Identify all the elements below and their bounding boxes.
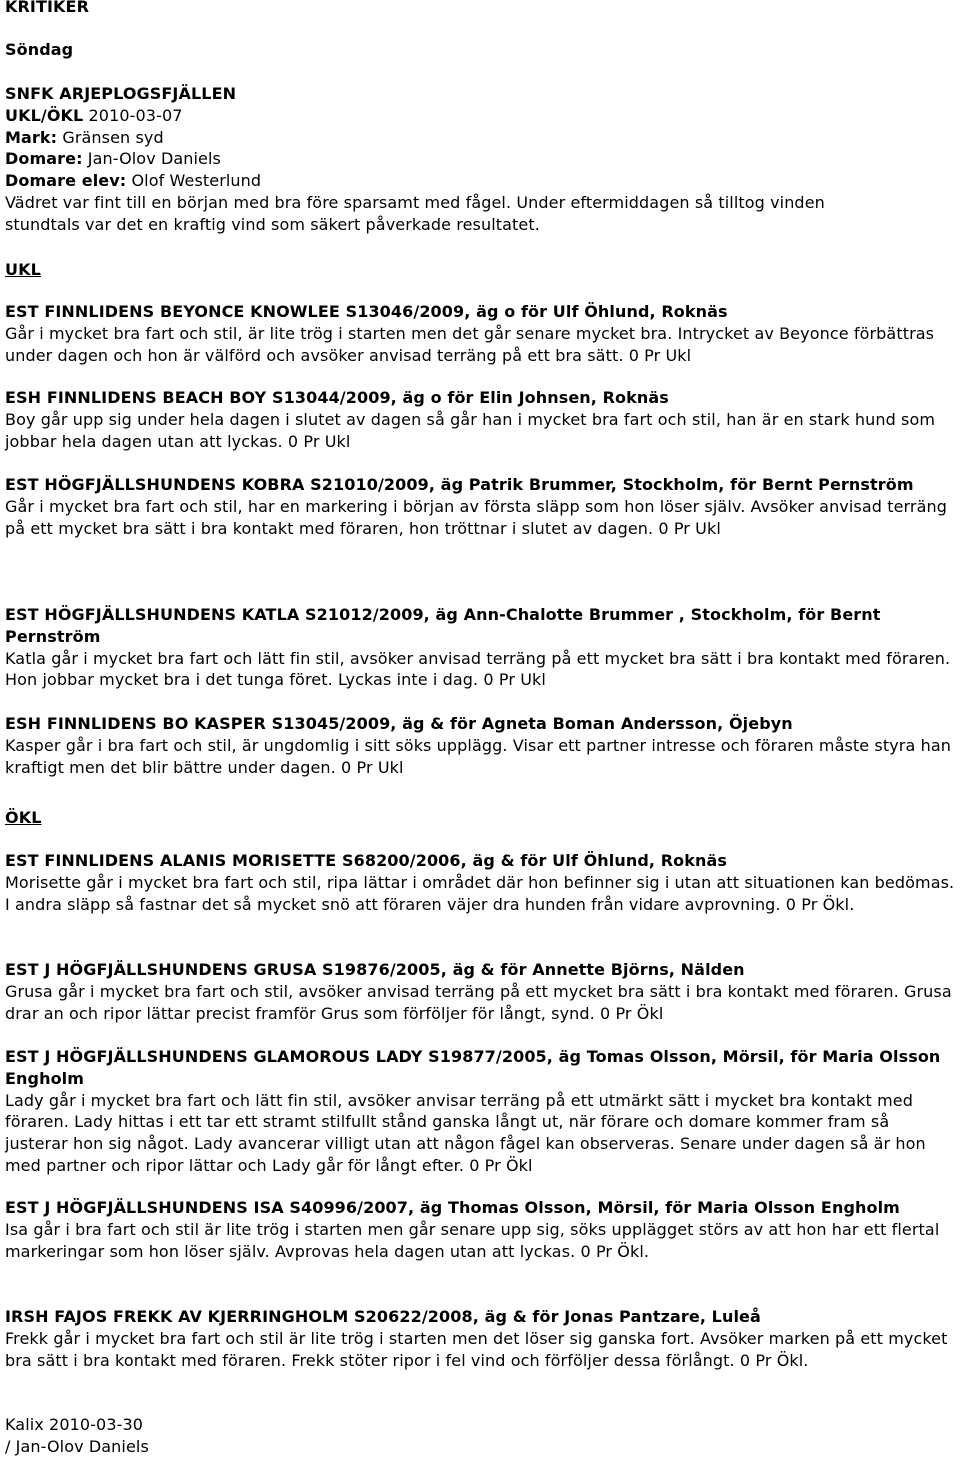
weather-text-2: stundtals var det en kraftig vind som säkert påverkade resultatet. <box>5 214 540 234</box>
ukl-entry <box>5 604 957 691</box>
ukl-entry <box>5 474 957 539</box>
ukl-entry <box>5 387 957 452</box>
critique-text: Boy går upp sig under hela dagen i slutet av dagen så går han i mycket bra fart och stil, han är en stark hund som jobbar hela dagen utan att lyckas. 0 Pr Ukl <box>5 409 936 451</box>
trainee-judge-label: Domare elev: <box>5 171 127 191</box>
signature-place-date: Kalix 2010-03-30 <box>5 1415 144 1434</box>
signature-name: / Jan-Olov Daniels <box>5 1436 149 1456</box>
trial-date: 2010-03-07 <box>88 105 183 125</box>
mark-value: Gränsen syd <box>62 127 164 147</box>
critique-text: Går i mycket bra fart och stil, har en markering i början av första släpp som hon löser själv. Avsöker anvisad terräng på ett mycket bra sätt i bra kontakt med föraren, hon tröttnar i slutet av dagen. 0 Pr Ukl <box>5 496 948 538</box>
critique-text: Går i mycket bra fart och stil, är lite trög i starten men det går senare mycket bra. Intrycket av Beyonce förbättras under dagen och hon är välförd och avsöker anvisad terräng på ett bra sätt. 0 Pr Ukl <box>5 323 935 365</box>
trial-info <box>5 83 955 236</box>
dog-title: EST FINNLIDENS ALANIS MORISETTE S68200/2006, äg & för Ulf Öhlund, Roknäs <box>5 851 727 870</box>
dog-title: EST J HÖGFJÄLLSHUNDENS GLAMOROUS LADY S19877/2005, äg Tomas Olsson, Mörsil, för Maria Olsson Engholm <box>5 1047 941 1088</box>
okl-entry <box>5 1197 957 1262</box>
ukl-section-heading: UKL <box>5 260 41 279</box>
judge-line <box>5 148 955 170</box>
critique-text: Frekk går i mycket bra fart och stil är lite trög i starten men det löser sig ganska fort. Avsöker marken på ett mycket bra sätt i bra kontakt med föraren. Frekk stöter ripor i fel vind och förföljer dessa förlångt. 0 Pr Ökl. <box>5 1328 948 1370</box>
dog-title: EST FINNLIDENS BEYONCE KNOWLEE S13046/2009, äg o för Ulf Öhlund, Roknäs <box>5 302 728 321</box>
dog-title: EST HÖGFJÄLLSHUNDENS KATLA S21012/2009, äg Ann-Chalotte Brummer , Stockholm, för Bernt Pernström <box>5 605 881 646</box>
judge-label: Domare: <box>5 149 83 169</box>
day-heading: Söndag <box>5 40 74 59</box>
ukl-entry <box>5 301 957 366</box>
dog-title: ESH FINNLIDENS BO KASPER S13045/2009, äg & för Agneta Boman Andersson, Öjebyn <box>5 714 793 733</box>
mark-label: Mark: <box>5 127 58 147</box>
signature <box>5 1414 149 1458</box>
judge-value: Jan-Olov Daniels <box>87 149 221 169</box>
trainee-judge-value: Olof Westerlund <box>131 171 262 191</box>
mark-line <box>5 127 955 149</box>
dog-title: IRSH FAJOS FREKK AV KJERRINGHOLM S20622/2008, äg & för Jonas Pantzare, Luleå <box>5 1307 761 1326</box>
trainee-judge-line <box>5 170 955 192</box>
okl-entry <box>5 850 957 915</box>
critique-text: Lady går i mycket bra fart och lätt fin stil, avsöker anvisar terräng på ett utmärkt sätt i mycket bra kontakt med föraren. Lady hittas i ett tar ett stramt stilfullt stånd ganska långt ut, när förare och domare kommer fram så justerar hon sig något. Lady avancerar villigt utan att någon fågel kan observeras. Senare under dagen så är hon med partner och ripor lättar och Lady går för långt efter. 0 Pr Ökl <box>5 1090 926 1175</box>
dog-title: EST J HÖGFJÄLLSHUNDENS ISA S40996/2007, äg Thomas Olsson, Mörsil, för Maria Olsson Engholm <box>5 1198 900 1217</box>
ukl-entry <box>5 713 957 778</box>
dog-title: EST HÖGFJÄLLSHUNDENS KOBRA S21010/2009, äg Patrik Brummer, Stockholm, för Bernt Pernström <box>5 475 914 494</box>
club-name: SNFK ARJEPLOGSFJÄLLEN <box>5 84 237 103</box>
critique-text: Grusa går i mycket bra fart och stil, avsöker anvisad terräng på ett mycket bra sätt i bra kontakt med föraren. Grusa drar an och ripor lättar precist framför Grus som förföljer för långt, synd. 0 Pr Ökl <box>5 981 952 1023</box>
class-date-line <box>5 105 955 127</box>
okl-section-heading: ÖKL <box>5 808 42 827</box>
critique-text: Morisette går i mycket bra fart och stil, ripa lättar i området där hon befinner sig i utan att situationen kan bedömas. I andra släpp så fastnar det så mycket snö att föraren väjer dra hunden från vidare avprovning. 0 Pr Ökl. <box>5 872 955 914</box>
okl-entry <box>5 1046 957 1177</box>
class-label: UKL/ÖKL <box>5 105 84 125</box>
critique-text: Kasper går i bra fart och stil, är ungdomlig i sitt söks upplägg. Visar ett partner intresse och föraren måste styra han kraftigt men det blir bättre under dagen. 0 Pr Ukl <box>5 735 951 777</box>
okl-entry <box>5 959 957 1024</box>
okl-entry <box>5 1306 957 1371</box>
critique-text: Katla går i mycket bra fart och lätt fin stil, avsöker anvisad terräng på ett mycket bra sätt i bra kontakt med föraren. Hon jobbar mycket bra i det tunga föret. Lyckas inte i dag. 0 Pr Ukl <box>5 648 951 690</box>
dog-title: EST J HÖGFJÄLLSHUNDENS GRUSA S19876/2005, äg & för Annette Björns, Nälden <box>5 960 745 979</box>
page-title: KRITIKER <box>5 0 89 16</box>
dog-title: ESH FINNLIDENS BEACH BOY S13044/2009, äg o för Elin Johnsen, Roknäs <box>5 388 669 407</box>
critique-text: Isa går i bra fart och stil är lite trög i starten men går senare upp sig, söks upplägget störs av att hon har ett flertal markeringar som hon löser själv. Avprovas hela dagen utan att lyckas. 0 Pr Ökl. <box>5 1219 940 1261</box>
weather-text-1: Vädret var fint till en början med bra före sparsamt med fågel. Under eftermiddagen så tilltog vinden <box>5 192 825 212</box>
